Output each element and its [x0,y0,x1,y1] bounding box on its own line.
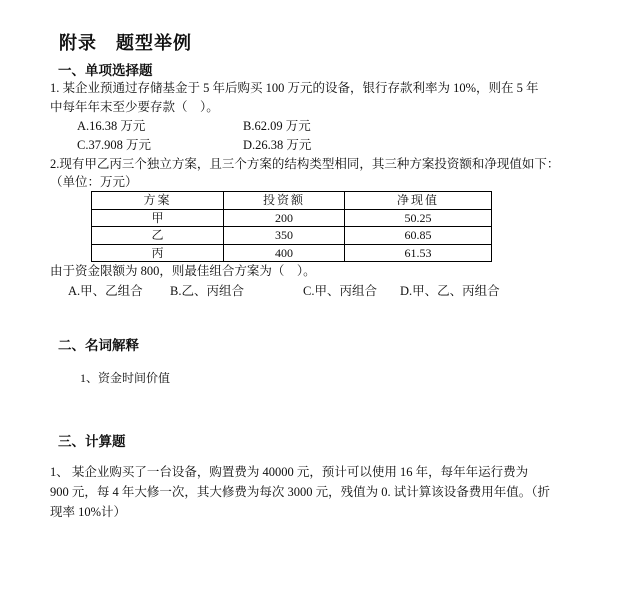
q1-option-d: D.26.38 万元 [243,138,312,152]
q1-option-b: B.62.09 万元 [243,119,311,133]
section1-heading: 一、单项选择题 [58,63,153,78]
q2-unit-note: （单位：万元） [50,175,138,189]
calc-q1-line3: 现率 10%计） [50,505,127,519]
table-header-cell: 方案 [92,192,224,210]
q2-text-line1: 2.现有甲乙丙三个独立方案，且三个方案的结构类型相同，其三种方案投资额和净现值如下： [50,157,560,171]
table-header-row [92,192,492,210]
q2-option-d: D.甲、乙、丙组合 [400,284,500,298]
q1-options [77,117,570,155]
q1-text-line1: 1. 某企业预通过存储基金于 5 年后购买 100 万元的设备，银行存款利率为 10%，则在 5 年 [50,81,539,95]
q2-option-b: B.乙、丙组合 [170,284,244,298]
table-cell: 61.53 [345,244,492,262]
q2-option-c: C.甲、丙组合 [303,284,377,298]
q2-table [91,191,492,262]
calc-q1-line1: 1、 某企业购买了一台设备，购置费为 40000 元，预计可以使用 16 年，每年年运行费为 [50,465,529,479]
table-row [92,244,492,262]
table-cell: 350 [224,227,345,245]
table-row [92,209,492,227]
table-cell: 200 [224,209,345,227]
table-cell: 乙 [92,227,224,245]
table-header-cell: 投资额 [224,192,345,210]
table-row [92,227,492,245]
q2-options [50,282,570,302]
section3-heading: 三、计算题 [58,434,126,449]
q1-option-a: A.16.38 万元 [77,119,146,133]
table-cell: 60.85 [345,227,492,245]
section2-heading: 二、名词解释 [58,338,139,353]
table-cell: 50.25 [345,209,492,227]
q2-option-a: A.甲、乙组合 [68,284,143,298]
q1-option-c: C.37.908 万元 [77,138,151,152]
table-cell: 丙 [92,244,224,262]
q2-text-line3: 由于资金限额为 800，则最佳组合方案为（ ）。 [50,264,316,278]
q1-text-line2: 中每年年末至少要存款（ ）。 [50,100,219,114]
calc-q1-line2: 900 元，每 4 年大修一次，其大修费为每次 3000 元，残值为 0. 试计算该设备费用年值。（折 [50,485,551,499]
table-header-cell: 净现值 [345,192,492,210]
section2-item1: 1、资金时间价值 [80,371,171,385]
table-cell: 400 [224,244,345,262]
page-title: 附录 题型举例 [59,33,192,53]
table-cell: 甲 [92,209,224,227]
